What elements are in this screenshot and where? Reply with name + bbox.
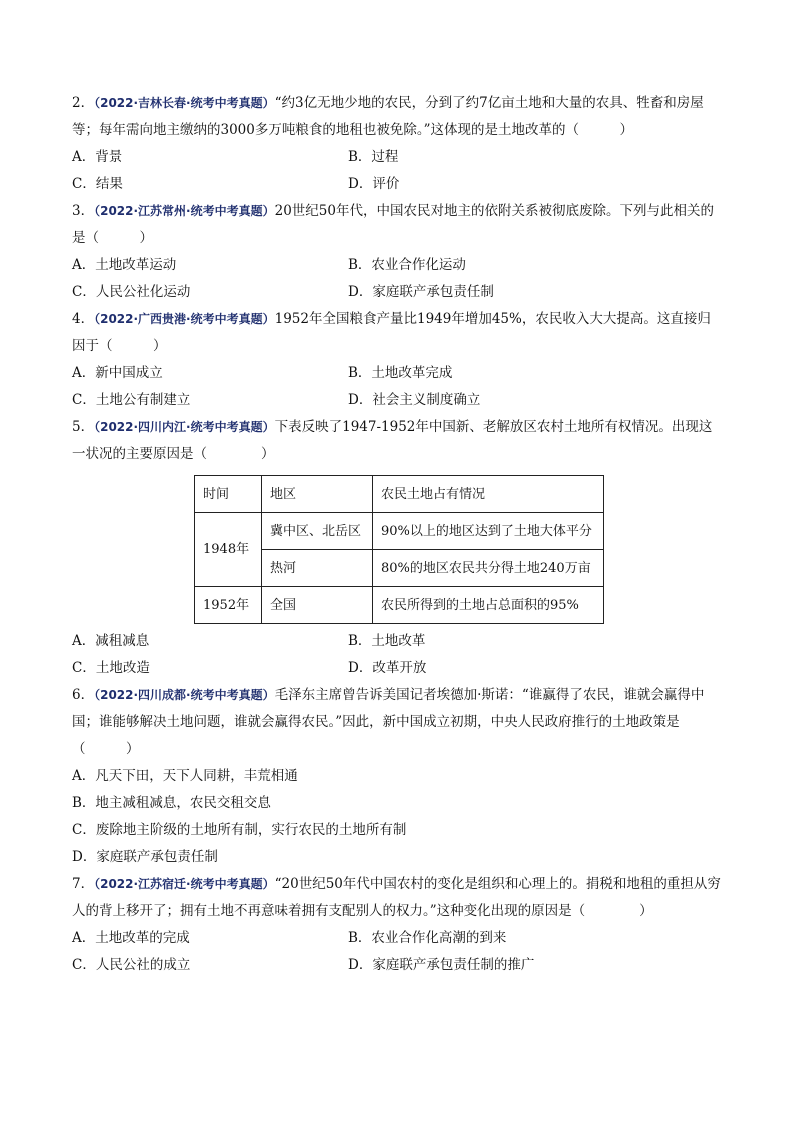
- option-b[interactable]: B．农业合作化运动: [348, 257, 466, 273]
- table-header: 地区: [262, 476, 373, 513]
- question-stem: [72, 682, 722, 763]
- question-stem: [72, 414, 722, 468]
- table-cell-region: 全国: [262, 587, 373, 624]
- option-a[interactable]: A．背景: [72, 149, 123, 165]
- table-cell-status: 农民所得到的土地占总面积的95%: [373, 587, 604, 624]
- question-stem: [72, 871, 722, 925]
- options: [72, 925, 722, 979]
- question-6: [72, 682, 722, 871]
- question-number: 3．: [72, 203, 95, 219]
- source-tag: （2022·广西贵港·统考中考真题）: [94, 312, 275, 326]
- options: [72, 360, 722, 414]
- option-d[interactable]: D．改革开放: [348, 660, 427, 676]
- option-c[interactable]: C．土地公有制建立: [72, 392, 191, 408]
- question-5: [72, 414, 722, 682]
- question-number: 7．: [72, 876, 95, 892]
- option-d[interactable]: D．家庭联产承包责任制: [348, 284, 494, 300]
- option-a[interactable]: A．土地改革的完成: [72, 930, 190, 946]
- source-tag: （2022·四川成都·统考中考真题）: [94, 688, 275, 702]
- question-number: 4．: [72, 311, 95, 327]
- question-3: [72, 198, 722, 306]
- option-c[interactable]: C．人民公社的成立: [72, 957, 191, 973]
- option-a[interactable]: A．减租减息: [72, 633, 150, 649]
- option-d[interactable]: D．评价: [348, 176, 400, 192]
- option-b[interactable]: B．过程: [348, 149, 399, 165]
- option-b[interactable]: B．农业合作化高潮的到来: [348, 930, 507, 946]
- table-row: [195, 587, 604, 624]
- table-row: [195, 513, 604, 550]
- question-number: 2．: [72, 95, 95, 111]
- question-7: [72, 871, 722, 979]
- question-2: [72, 90, 722, 198]
- source-tag: （2022·江苏宿迁·统考中考真题）: [94, 877, 275, 891]
- table-cell-year: 1952年: [195, 587, 262, 624]
- stem-text: 20世纪50年代，中国农民对地主的依附关系被彻底废除。下列与此相关的是（ ）: [72, 203, 714, 246]
- option-c[interactable]: C．废除地主阶级的土地所有制，实行农民的土地所有制: [72, 822, 407, 838]
- table-header-row: [195, 476, 604, 513]
- land-ownership-table: [194, 475, 604, 624]
- question-stem: [72, 198, 722, 252]
- option-b[interactable]: B．土地改革完成: [348, 365, 453, 381]
- options: [72, 628, 722, 682]
- option-a[interactable]: A．新中国成立: [72, 365, 163, 381]
- stem-text: 下表反映了1947-1952年中国新、老解放区农村土地所有权情况。出现这一状况的主要原因是（ ）: [72, 419, 713, 462]
- table-cell-region: 冀中区、北岳区: [262, 513, 373, 550]
- option-b[interactable]: B．土地改革: [348, 633, 426, 649]
- table-header: 时间: [195, 476, 262, 513]
- table-cell-status: 90%以上的地区达到了土地大体平分: [373, 513, 604, 550]
- option-d[interactable]: D．家庭联产承包责任制的推广: [348, 957, 535, 973]
- option-b[interactable]: B．地主减租减息，农民交租交息: [72, 795, 271, 811]
- question-stem: [72, 90, 722, 144]
- options: [72, 144, 722, 198]
- option-c[interactable]: C．人民公社化运动: [72, 284, 191, 300]
- options: [72, 252, 722, 306]
- option-d[interactable]: D．社会主义制度确立: [348, 392, 481, 408]
- table-cell-region: 热河: [262, 550, 373, 587]
- question-stem: [72, 306, 722, 360]
- question-4: [72, 306, 722, 414]
- option-a[interactable]: A．土地改革运动: [72, 257, 177, 273]
- question-number: 5．: [72, 419, 95, 435]
- source-tag: （2022·四川内江·统考中考真题）: [94, 420, 275, 434]
- stem-text: “20世纪50年代中国农村的变化是组织和心理上的。捐税和地租的重担从穷人的背上移开了；拥有土地不再意味着拥有支配别人的权力。”这种变化出现的原因是（ ）: [72, 876, 721, 919]
- table-header: 农民土地占有情况: [373, 476, 604, 513]
- question-number: 6．: [72, 687, 95, 703]
- options: [72, 763, 722, 871]
- option-c[interactable]: C．结果: [72, 176, 123, 192]
- stem-text: 毛泽东主席曾告诉美国记者埃德加·斯诺：“谁赢得了农民，谁就会赢得中国；谁能够解决土地问题，谁就会赢得农民。”因此，新中国成立初期，中央人民政府推行的土地政策是（ ）: [72, 687, 705, 757]
- stem-text: 1952年全国粮食产量比1949年增加45%，农民收入大大提高。这直接归因于（ ）: [72, 311, 711, 354]
- option-c[interactable]: C．土地改造: [72, 660, 150, 676]
- question-sheet: [72, 90, 722, 979]
- stem-text: “约3亿无地少地的农民，分到了约7亿亩土地和大量的农具、牲畜和房屋等；每年需向地主缴纳的3000多万吨粮食的地租也被免除。”这体现的是土地改革的（ ）: [72, 95, 704, 138]
- option-d[interactable]: D．家庭联产承包责任制: [72, 849, 218, 865]
- table-cell-status: 80%的地区农民共分得土地240万亩: [373, 550, 604, 587]
- source-tag: （2022·吉林长春·统考中考真题）: [94, 96, 275, 110]
- option-a[interactable]: A．凡天下田，天下人同耕，丰荒相通: [72, 768, 298, 784]
- table-cell-year: 1948年: [195, 513, 262, 587]
- source-tag: （2022·江苏常州·统考中考真题）: [94, 204, 275, 218]
